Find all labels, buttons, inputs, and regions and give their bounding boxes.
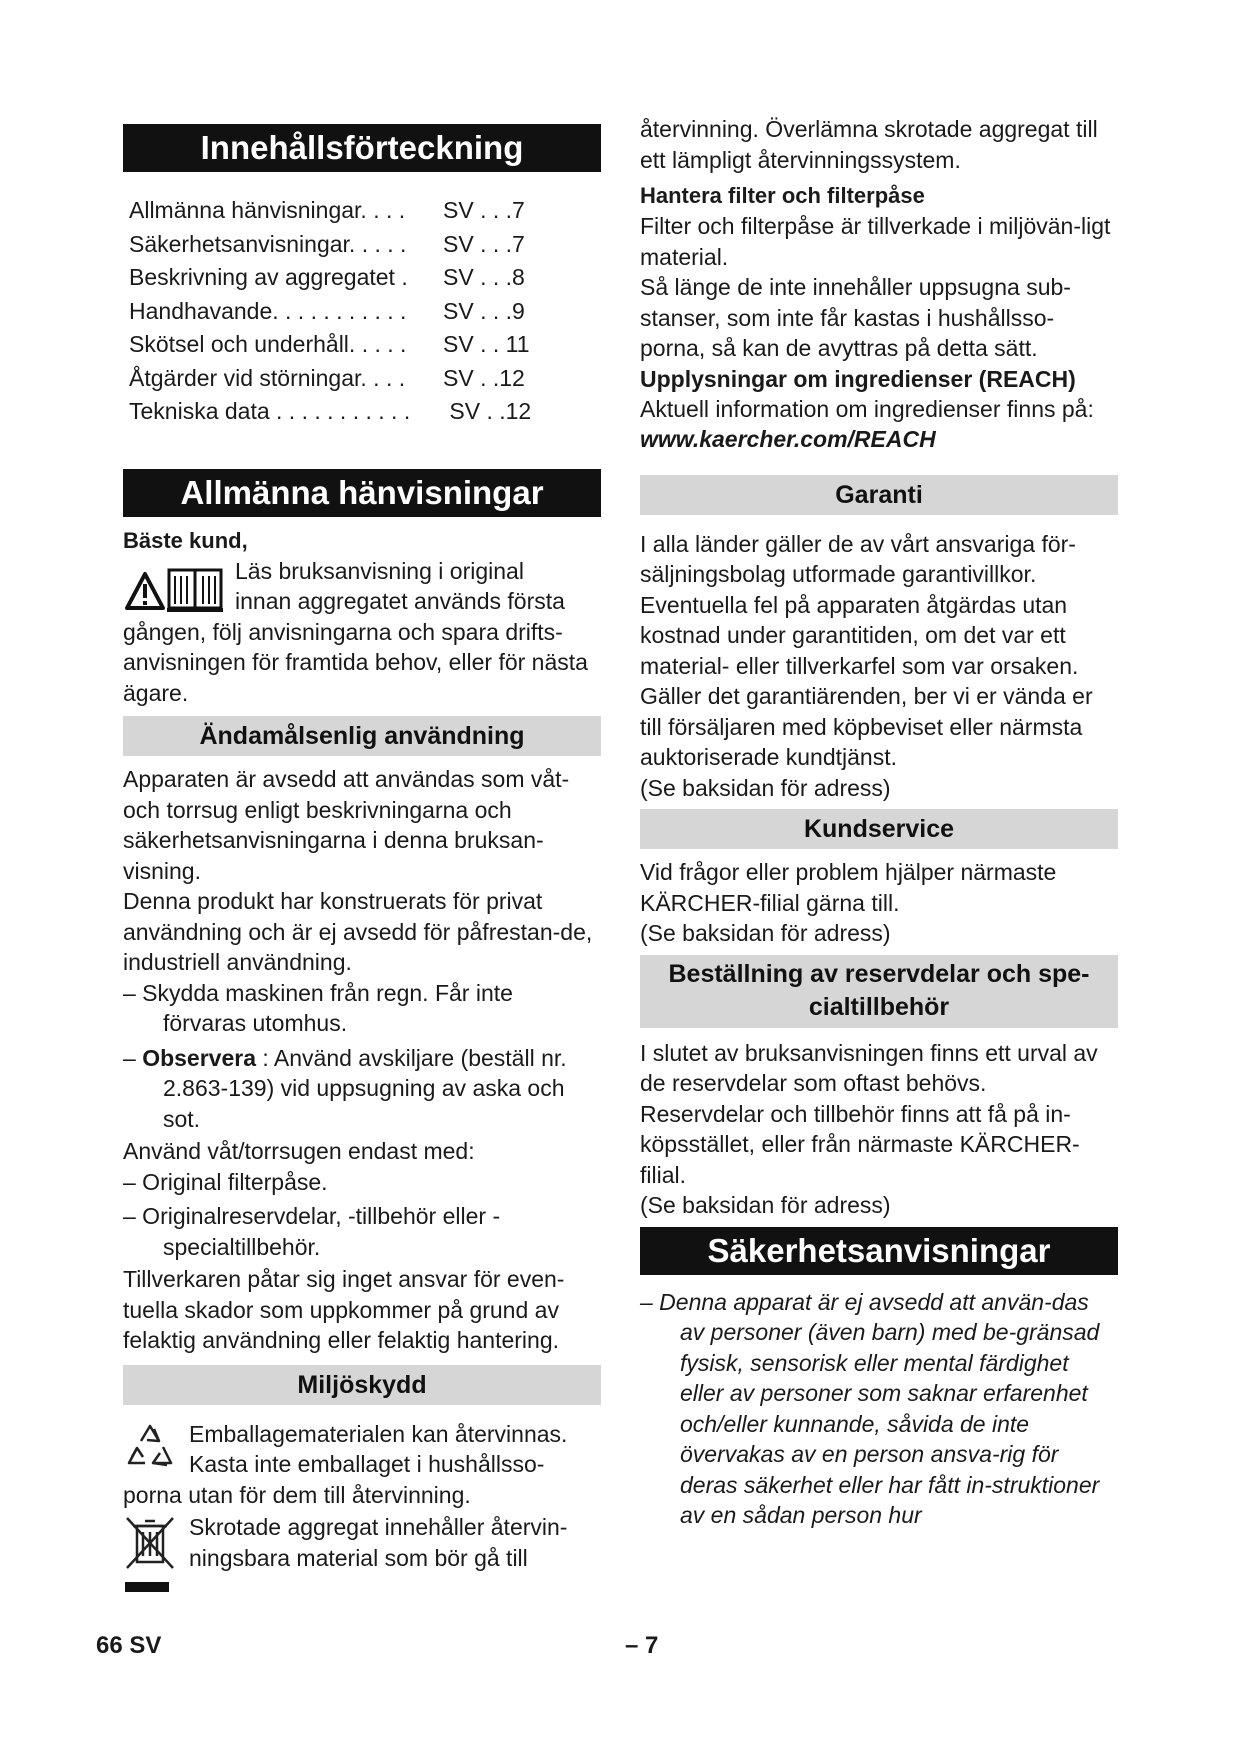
intended-use-paragraph: Använd våt/torrsugen endast med: (123, 1138, 475, 1164)
spare-parts-heading: Beställning av reservdelar och spe-cialtillbehör (640, 955, 1118, 1028)
page-number-left: 66 SV (96, 1632, 162, 1659)
bullet-item: – Skydda maskinen från regn. Får inte förvaras utomhus. (123, 979, 513, 1036)
recycle-icon (123, 1421, 177, 1473)
warranty-address-note: (Se baksidan för adress) (640, 774, 891, 801)
greeting: Bäste kund, (123, 527, 248, 553)
service-paragraph: Vid frågor eller problem hjälper närmaste KÄRCHER-filial gärna till. (640, 859, 1057, 916)
warranty-heading: Garanti (640, 475, 1118, 515)
recycle-block (123, 1419, 601, 1511)
toc-row[interactable]: Tekniska data . . . . . . . . . . . SV . .12 (129, 398, 532, 424)
toc-row[interactable]: Handhavande. . . . . . . . . . . SV . . .9 (129, 297, 525, 324)
crossed-bin-icon (123, 1516, 177, 1596)
table-of-contents (129, 194, 601, 429)
toc-title: Innehållsförteckning (123, 124, 601, 172)
scrap-text-continued: återvinning. Överlämna skrotade aggregat till ett lämpligt återvinningssystem. (640, 116, 1098, 173)
left-column (123, 124, 601, 1596)
customer-service-heading: Kundservice (640, 809, 1118, 849)
parts-paragraph: Reservdelar och tillbehör finns att få på in-köpsstället, eller från närmaste KÄRCHER-filial. (640, 1100, 1080, 1188)
page-number-center: – 7 (625, 1632, 659, 1659)
safety-bullet: – Denna apparat är ej avsedd att använ-das av personer (även barn) med be-gränsad fysisk, sensorisk eller mental färdighet eller av personer som saknar erfarenhet och/eller kunnande, såvida de inte övervakas av en person ansva-rig för deras säkerhet eller har fått in-struktioner av en sådan person hur (640, 1288, 1100, 1528)
intro-line-1: Läs bruksanvisning i original (235, 557, 524, 584)
toc-row[interactable]: Åtgärder vid störningar. . . . SV . .12 (129, 364, 525, 391)
scrap-block (123, 1512, 601, 1573)
general-notes-heading: Allmänna hänvisningar (123, 469, 601, 517)
toc-row[interactable]: Säkerhetsanvisningar. . . . . SV . . .7 (129, 230, 525, 257)
reach-heading: Upplysningar om ingredienser (REACH) (640, 365, 1076, 392)
parts-paragraph: I slutet av bruksanvisningen finns ett urval av de reservdelar som oftast behövs. (640, 1039, 1098, 1096)
filter-paragraph: Så länge de inte innehåller uppsugna sub-stanser, som inte får kastas i hushållsso-porna, så kan de avyttras på detta sätt. (640, 274, 1071, 361)
right-column (640, 116, 1118, 1531)
intro-block (123, 556, 601, 709)
scrap-text: Skrotade aggregat innehåller återvin-ningsbara material som bör gå till (189, 1514, 568, 1571)
reach-paragraph: Aktuell information om ingredienser finns på: (640, 395, 1094, 422)
bullet-item: – Original filterpåse. (123, 1168, 328, 1195)
intended-use-paragraph: Tillverkaren påtar sig inget ansvar för even-tuella skador som uppkommer på grund av felaktig användning eller felaktig hantering. (123, 1266, 565, 1353)
service-address-note: (Se baksidan för adress) (640, 920, 891, 946)
parts-address-note: (Se baksidan för adress) (640, 1192, 891, 1218)
warranty-paragraph: I alla länder gäller de av vårt ansvariga för-säljningsbolag utformade garantivillkor. Eventuella fel på apparaten åtgärdas utan kostnad under garantitiden, om det var ett material- eller tillverkarfel som var orsaken. Gäller det garantiärenden, ber vi er vända er till försäljaren med köpbeviset eller närmsta auktoriserade kundtjänst. (640, 530, 1093, 770)
intro-text: gången, följ anvisningarna och spara drifts-anvisningen för framtida behov, eller för nästa ägare. (123, 618, 588, 706)
toc-row[interactable]: Skötsel och underhåll. . . . . SV . . 11 (129, 331, 530, 357)
intended-use-paragraph: Apparaten är avsedd att användas som våt- och torrsug enligt beskrivningarna och säkerhetsanvisningarna i denna bruksan-visning. (123, 766, 570, 884)
warning-manual-icon (123, 562, 225, 616)
intro-line-2: innan aggregatet används första (235, 588, 565, 614)
filter-paragraph: Filter och filterpåse är tillverkade i miljövän-ligt material. (640, 213, 1111, 270)
safety-heading: Säkerhetsanvisningar (640, 1227, 1118, 1275)
bullet-item-observe: – Observera : Använd avskiljare (beställ nr. 2.863-139) vid uppsugning av aska och sot. (123, 1044, 567, 1132)
intended-use-paragraph: Denna produkt har konstruerats för privat användning och är ej avsedd för påfrestan-de, industriell användning. (123, 888, 593, 975)
bullet-item: – Originalreservdelar, -tillbehör eller -specialtillbehör. (123, 1203, 501, 1260)
reach-link[interactable]: www.kaercher.com/REACH (640, 426, 936, 452)
filter-heading: Hantera filter och filterpåse (640, 183, 925, 208)
toc-row[interactable]: Allmänna hänvisningar. . . . SV . . .7 (129, 197, 525, 223)
recycle-text: Emballagematerialen kan återvinnas. Kasta inte emballaget i hushållsso-porna utan för dem till återvinning. (123, 1420, 568, 1508)
intended-use-heading: Ändamålsenlig användning (123, 716, 601, 756)
toc-row[interactable]: Beskrivning av aggregatet . SV . . .8 (129, 264, 525, 290)
environment-heading: Miljöskydd (123, 1365, 601, 1405)
